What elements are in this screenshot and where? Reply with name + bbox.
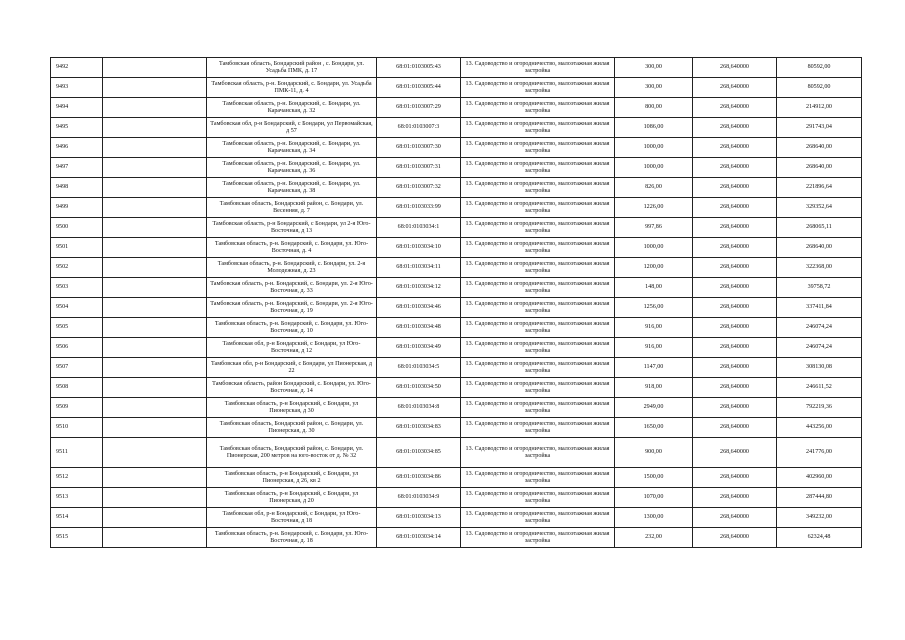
table-row	[51, 198, 862, 218]
address-cell: Тамбовская обл, р-н Бондарский, с Бондари, ул Пионерская, д 22	[207, 358, 377, 378]
blank-cell	[103, 158, 207, 178]
cadastral-number-cell: 68:01:0103034:49	[377, 338, 461, 358]
specific-value-cell: 268,640000	[693, 298, 777, 318]
specific-value-cell: 268,640000	[693, 378, 777, 398]
address-cell: Тамбовская область, р-н. Бондарский, с. Бондари, ул. Карачанская, д. 32	[207, 98, 377, 118]
blank-cell	[103, 258, 207, 278]
land-use-cell: 13. Садоводство и огородничество, малоэтажная жилая застройка	[461, 218, 615, 238]
land-use-cell: 13. Садоводство и огородничество, малоэтажная жилая застройка	[461, 178, 615, 198]
land-registry-table	[50, 57, 862, 548]
land-use-cell: 13. Садоводство и огородничество, малоэтажная жилая застройка	[461, 58, 615, 78]
specific-value-cell: 268,640000	[693, 218, 777, 238]
cadastral-number-cell: 68:01:0103034:50	[377, 378, 461, 398]
cadastral-number-cell: 68:01:0103034:83	[377, 418, 461, 438]
cadastral-number-cell: 68:01:0103005:43	[377, 58, 461, 78]
address-cell: Тамбовская область, р-н. Бондарский, с. Бондари, ул. Карачанская, д. 34	[207, 138, 377, 158]
area-cell: 1147,00	[615, 358, 693, 378]
specific-value-cell: 268,640000	[693, 318, 777, 338]
cadastral-value-cell: 246611,52	[777, 378, 862, 398]
land-use-cell: 13. Садоводство и огородничество, малоэтажная жилая застройка	[461, 468, 615, 488]
area-cell: 2949,00	[615, 398, 693, 418]
address-cell: Тамбовская область, р-н Бондарский, с Бондари, ул Пионерская, д 30	[207, 398, 377, 418]
land-use-cell: 13. Садоводство и огородничество, малоэтажная жилая застройка	[461, 238, 615, 258]
blank-cell	[103, 508, 207, 528]
specific-value-cell: 268,640000	[693, 198, 777, 218]
blank-cell	[103, 488, 207, 508]
row-number: 9494	[51, 98, 103, 118]
row-number: 9504	[51, 298, 103, 318]
area-cell: 1200,00	[615, 258, 693, 278]
address-cell: Тамбовская обл, р-н Бондарский, с Бондари, ул Первомайская, д 57	[207, 118, 377, 138]
row-number: 9502	[51, 258, 103, 278]
land-use-cell: 13. Садоводство и огородничество, малоэтажная жилая застройка	[461, 318, 615, 338]
blank-cell	[103, 118, 207, 138]
specific-value-cell: 268,640000	[693, 98, 777, 118]
table-row	[51, 358, 862, 378]
address-cell: Тамбовская область, Бондарский район , с. Бондари, ул. Усадьба ПМК, д. 17	[207, 58, 377, 78]
table-row	[51, 398, 862, 418]
area-cell: 1500,00	[615, 468, 693, 488]
specific-value-cell: 268,640000	[693, 528, 777, 548]
table-row	[51, 158, 862, 178]
row-number: 9500	[51, 218, 103, 238]
area-cell: 997,86	[615, 218, 693, 238]
area-cell: 1226,00	[615, 198, 693, 218]
row-number: 9509	[51, 398, 103, 418]
specific-value-cell: 268,640000	[693, 398, 777, 418]
table-row	[51, 258, 862, 278]
cadastral-value-cell: 402960,00	[777, 468, 862, 488]
row-number: 9511	[51, 438, 103, 468]
blank-cell	[103, 198, 207, 218]
land-use-cell: 13. Садоводство и огородничество, малоэтажная жилая застройка	[461, 278, 615, 298]
area-cell: 300,00	[615, 78, 693, 98]
land-use-cell: 13. Садоводство и огородничество, малоэтажная жилая застройка	[461, 198, 615, 218]
blank-cell	[103, 278, 207, 298]
land-use-cell: 13. Садоводство и огородничество, малоэтажная жилая застройка	[461, 398, 615, 418]
cadastral-number-cell: 68:01:0103034:5	[377, 358, 461, 378]
cadastral-value-cell: 221896,64	[777, 178, 862, 198]
cadastral-value-cell: 268640,00	[777, 238, 862, 258]
table-row	[51, 78, 862, 98]
address-cell: Тамбовская область, Бондарский район, с. Бондари, ул. Пионерская, 200 метров на юго-восток от д. № 32	[207, 438, 377, 468]
row-number: 9506	[51, 338, 103, 358]
land-use-cell: 13. Садоводство и огородничество, малоэтажная жилая застройка	[461, 158, 615, 178]
blank-cell	[103, 378, 207, 398]
cadastral-number-cell: 68:01:0103033:99	[377, 198, 461, 218]
cadastral-number-cell: 68:01:0103034:10	[377, 238, 461, 258]
cadastral-value-cell: 349232,00	[777, 508, 862, 528]
cadastral-value-cell: 268640,00	[777, 138, 862, 158]
blank-cell	[103, 178, 207, 198]
land-use-cell: 13. Садоводство и огородничество, малоэтажная жилая застройка	[461, 378, 615, 398]
cadastral-value-cell: 308130,08	[777, 358, 862, 378]
land-use-cell: 13. Садоводство и огородничество, малоэтажная жилая застройка	[461, 418, 615, 438]
row-number: 9515	[51, 528, 103, 548]
table-row	[51, 318, 862, 338]
cadastral-value-cell: 792219,36	[777, 398, 862, 418]
specific-value-cell: 268,640000	[693, 418, 777, 438]
blank-cell	[103, 138, 207, 158]
table-row	[51, 218, 862, 238]
address-cell: Тамбовская область, р-н. Бондарский, с. Бондари, ул. Юго-Восточная, д. 10	[207, 318, 377, 338]
row-number: 9492	[51, 58, 103, 78]
cadastral-number-cell: 68:01:0103034:9	[377, 488, 461, 508]
address-cell: Тамбовская область, р-н. Бондарский, с. Бондари, ул. Усадьба ПМК-11, д. 4	[207, 78, 377, 98]
blank-cell	[103, 338, 207, 358]
row-number: 9507	[51, 358, 103, 378]
blank-cell	[103, 438, 207, 468]
area-cell: 900,00	[615, 438, 693, 468]
land-use-cell: 13. Садоводство и огородничество, малоэтажная жилая застройка	[461, 98, 615, 118]
row-number: 9505	[51, 318, 103, 338]
land-use-cell: 13. Садоводство и огородничество, малоэтажная жилая застройка	[461, 258, 615, 278]
address-cell: Тамбовская область, р-н Бондарский, с Бондари, ул Пионерская, д 26, кв 2	[207, 468, 377, 488]
table-row	[51, 378, 862, 398]
table-row	[51, 508, 862, 528]
specific-value-cell: 268,640000	[693, 178, 777, 198]
cadastral-number-cell: 68:01:0103034:11	[377, 258, 461, 278]
table-row	[51, 438, 862, 468]
cadastral-number-cell: 68:01:0103034:1	[377, 218, 461, 238]
row-number: 9496	[51, 138, 103, 158]
specific-value-cell: 268,640000	[693, 278, 777, 298]
address-cell: Тамбовская область, р-н. Бондарский, с. Бондари, ул. Юго-Восточная, д. 18	[207, 528, 377, 548]
area-cell: 916,00	[615, 338, 693, 358]
row-number: 9513	[51, 488, 103, 508]
table-body	[51, 58, 862, 548]
blank-cell	[103, 218, 207, 238]
specific-value-cell: 268,640000	[693, 468, 777, 488]
cadastral-number-cell: 68:01:0103007:30	[377, 138, 461, 158]
specific-value-cell: 268,640000	[693, 78, 777, 98]
specific-value-cell: 268,640000	[693, 488, 777, 508]
land-use-cell: 13. Садоводство и огородничество, малоэтажная жилая застройка	[461, 118, 615, 138]
land-use-cell: 13. Садоводство и огородничество, малоэтажная жилая застройка	[461, 78, 615, 98]
land-use-cell: 13. Садоводство и огородничество, малоэтажная жилая застройка	[461, 488, 615, 508]
blank-cell	[103, 298, 207, 318]
table-row	[51, 178, 862, 198]
specific-value-cell: 268,640000	[693, 258, 777, 278]
cadastral-number-cell: 68:01:0103007:3	[377, 118, 461, 138]
row-number: 9514	[51, 508, 103, 528]
blank-cell	[103, 398, 207, 418]
cadastral-value-cell: 329352,64	[777, 198, 862, 218]
row-number: 9498	[51, 178, 103, 198]
specific-value-cell: 268,640000	[693, 508, 777, 528]
specific-value-cell: 268,640000	[693, 118, 777, 138]
cadastral-value-cell: 322368,00	[777, 258, 862, 278]
specific-value-cell: 268,640000	[693, 238, 777, 258]
land-use-cell: 13. Садоводство и огородничество, малоэтажная жилая застройка	[461, 138, 615, 158]
row-number: 9510	[51, 418, 103, 438]
area-cell: 300,00	[615, 58, 693, 78]
table-row	[51, 98, 862, 118]
row-number: 9501	[51, 238, 103, 258]
address-cell: Тамбовская область, р-н. Бондарский, с. Бондари, ул. 2-я Юго-Восточная, д. 33	[207, 278, 377, 298]
cadastral-value-cell: 62324,48	[777, 528, 862, 548]
address-cell: Тамбовская обл, р-н Бондарский, с Бондари, ул Юго-Восточная, д 18	[207, 508, 377, 528]
cadastral-number-cell: 68:01:0103034:14	[377, 528, 461, 548]
row-number: 9508	[51, 378, 103, 398]
land-use-cell: 13. Садоводство и огородничество, малоэтажная жилая застройка	[461, 358, 615, 378]
area-cell: 1650,00	[615, 418, 693, 438]
cadastral-number-cell: 68:01:0103034:85	[377, 438, 461, 468]
area-cell: 148,00	[615, 278, 693, 298]
row-number: 9493	[51, 78, 103, 98]
cadastral-number-cell: 68:01:0103034:12	[377, 278, 461, 298]
address-cell: Тамбовская область, р-н Бондарский, с Бондари, ул Пионерская, д 20	[207, 488, 377, 508]
table-row	[51, 138, 862, 158]
table-row	[51, 58, 862, 78]
cadastral-value-cell: 337411,84	[777, 298, 862, 318]
address-cell: Тамбовская область, р-н. Бондарский, с. Бондари, ул. 2-я Юго-Восточная, д. 19	[207, 298, 377, 318]
row-number: 9497	[51, 158, 103, 178]
cadastral-value-cell: 241776,00	[777, 438, 862, 468]
table-row	[51, 338, 862, 358]
cadastral-value-cell: 291743,04	[777, 118, 862, 138]
cadastral-number-cell: 68:01:0103034:8	[377, 398, 461, 418]
area-cell: 1000,00	[615, 238, 693, 258]
area-cell: 1086,00	[615, 118, 693, 138]
cadastral-number-cell: 68:01:0103034:48	[377, 318, 461, 338]
row-number: 9512	[51, 468, 103, 488]
area-cell: 1300,00	[615, 508, 693, 528]
land-use-cell: 13. Садоводство и огородничество, малоэтажная жилая застройка	[461, 338, 615, 358]
address-cell: Тамбовская область, р-н. Бондарский, с. Бондари, ул. Юго-Восточная, д. 4	[207, 238, 377, 258]
blank-cell	[103, 418, 207, 438]
area-cell: 916,00	[615, 318, 693, 338]
cadastral-value-cell: 214912,00	[777, 98, 862, 118]
cadastral-number-cell: 68:01:0103007:32	[377, 178, 461, 198]
specific-value-cell: 268,640000	[693, 438, 777, 468]
cadastral-value-cell: 443256,00	[777, 418, 862, 438]
cadastral-value-cell: 39758,72	[777, 278, 862, 298]
blank-cell	[103, 98, 207, 118]
cadastral-value-cell: 80592,00	[777, 78, 862, 98]
row-number: 9495	[51, 118, 103, 138]
land-use-cell: 13. Садоводство и огородничество, малоэтажная жилая застройка	[461, 508, 615, 528]
address-cell: Тамбовская область, р-н. Бондарский, с. Бондари, ул. Карачанская, д. 36	[207, 158, 377, 178]
area-cell: 1000,00	[615, 138, 693, 158]
cadastral-value-cell: 287444,80	[777, 488, 862, 508]
address-cell: Тамбовская область, р-н. Бондарский, с. Бондари, ул. Карачанская, д. 38	[207, 178, 377, 198]
address-cell: Тамбовская область, р-н. Бондарский, с. Бондари, ул. 2-я Молодежная, д. 23	[207, 258, 377, 278]
area-cell: 232,00	[615, 528, 693, 548]
specific-value-cell: 268,640000	[693, 338, 777, 358]
cadastral-value-cell: 268640,00	[777, 158, 862, 178]
specific-value-cell: 268,640000	[693, 58, 777, 78]
specific-value-cell: 268,640000	[693, 138, 777, 158]
table-row	[51, 468, 862, 488]
cadastral-number-cell: 68:01:0103007:29	[377, 98, 461, 118]
cadastral-number-cell: 68:01:0103005:44	[377, 78, 461, 98]
row-number: 9503	[51, 278, 103, 298]
cadastral-number-cell: 68:01:0103007:31	[377, 158, 461, 178]
table-row	[51, 238, 862, 258]
blank-cell	[103, 58, 207, 78]
blank-cell	[103, 528, 207, 548]
table-row	[51, 418, 862, 438]
specific-value-cell: 268,640000	[693, 358, 777, 378]
blank-cell	[103, 318, 207, 338]
table-row	[51, 528, 862, 548]
cadastral-value-cell: 80592,00	[777, 58, 862, 78]
cadastral-value-cell: 268065,11	[777, 218, 862, 238]
cadastral-value-cell: 246074,24	[777, 318, 862, 338]
blank-cell	[103, 468, 207, 488]
land-use-cell: 13. Садоводство и огородничество, малоэтажная жилая застройка	[461, 528, 615, 548]
address-cell: Тамбовская обл, р-н Бондарский, с Бондари, ул Юго-Восточная, д 12	[207, 338, 377, 358]
cadastral-number-cell: 68:01:0103034:13	[377, 508, 461, 528]
cadastral-number-cell: 68:01:0103034:46	[377, 298, 461, 318]
land-use-cell: 13. Садоводство и огородничество, малоэтажная жилая застройка	[461, 438, 615, 468]
blank-cell	[103, 358, 207, 378]
specific-value-cell: 268,640000	[693, 158, 777, 178]
area-cell: 1256,00	[615, 298, 693, 318]
address-cell: Тамбовская область, Бондарский район, с. Бондари, ул. Пионерская, д. 30	[207, 418, 377, 438]
area-cell: 1000,00	[615, 158, 693, 178]
area-cell: 800,00	[615, 98, 693, 118]
area-cell: 1070,00	[615, 488, 693, 508]
table-row	[51, 298, 862, 318]
cadastral-number-cell: 68:01:0103034:86	[377, 468, 461, 488]
cadastral-value-cell: 246074,24	[777, 338, 862, 358]
address-cell: Тамбовская область, р-н Бондарский, с Бондари, ул 2-я Юго-Восточная, д 13	[207, 218, 377, 238]
row-number: 9499	[51, 198, 103, 218]
land-use-cell: 13. Садоводство и огородничество, малоэтажная жилая застройка	[461, 298, 615, 318]
address-cell: Тамбовская область, Бондарский район, с. Бондари, ул. Весенняя, д. 7	[207, 198, 377, 218]
blank-cell	[103, 78, 207, 98]
table-row	[51, 278, 862, 298]
area-cell: 826,00	[615, 178, 693, 198]
blank-cell	[103, 238, 207, 258]
table-row	[51, 488, 862, 508]
area-cell: 918,00	[615, 378, 693, 398]
table-row	[51, 118, 862, 138]
address-cell: Тамбовская область, район Бондарский, с. Бондари, ул. Юго-Восточная, д. 14	[207, 378, 377, 398]
